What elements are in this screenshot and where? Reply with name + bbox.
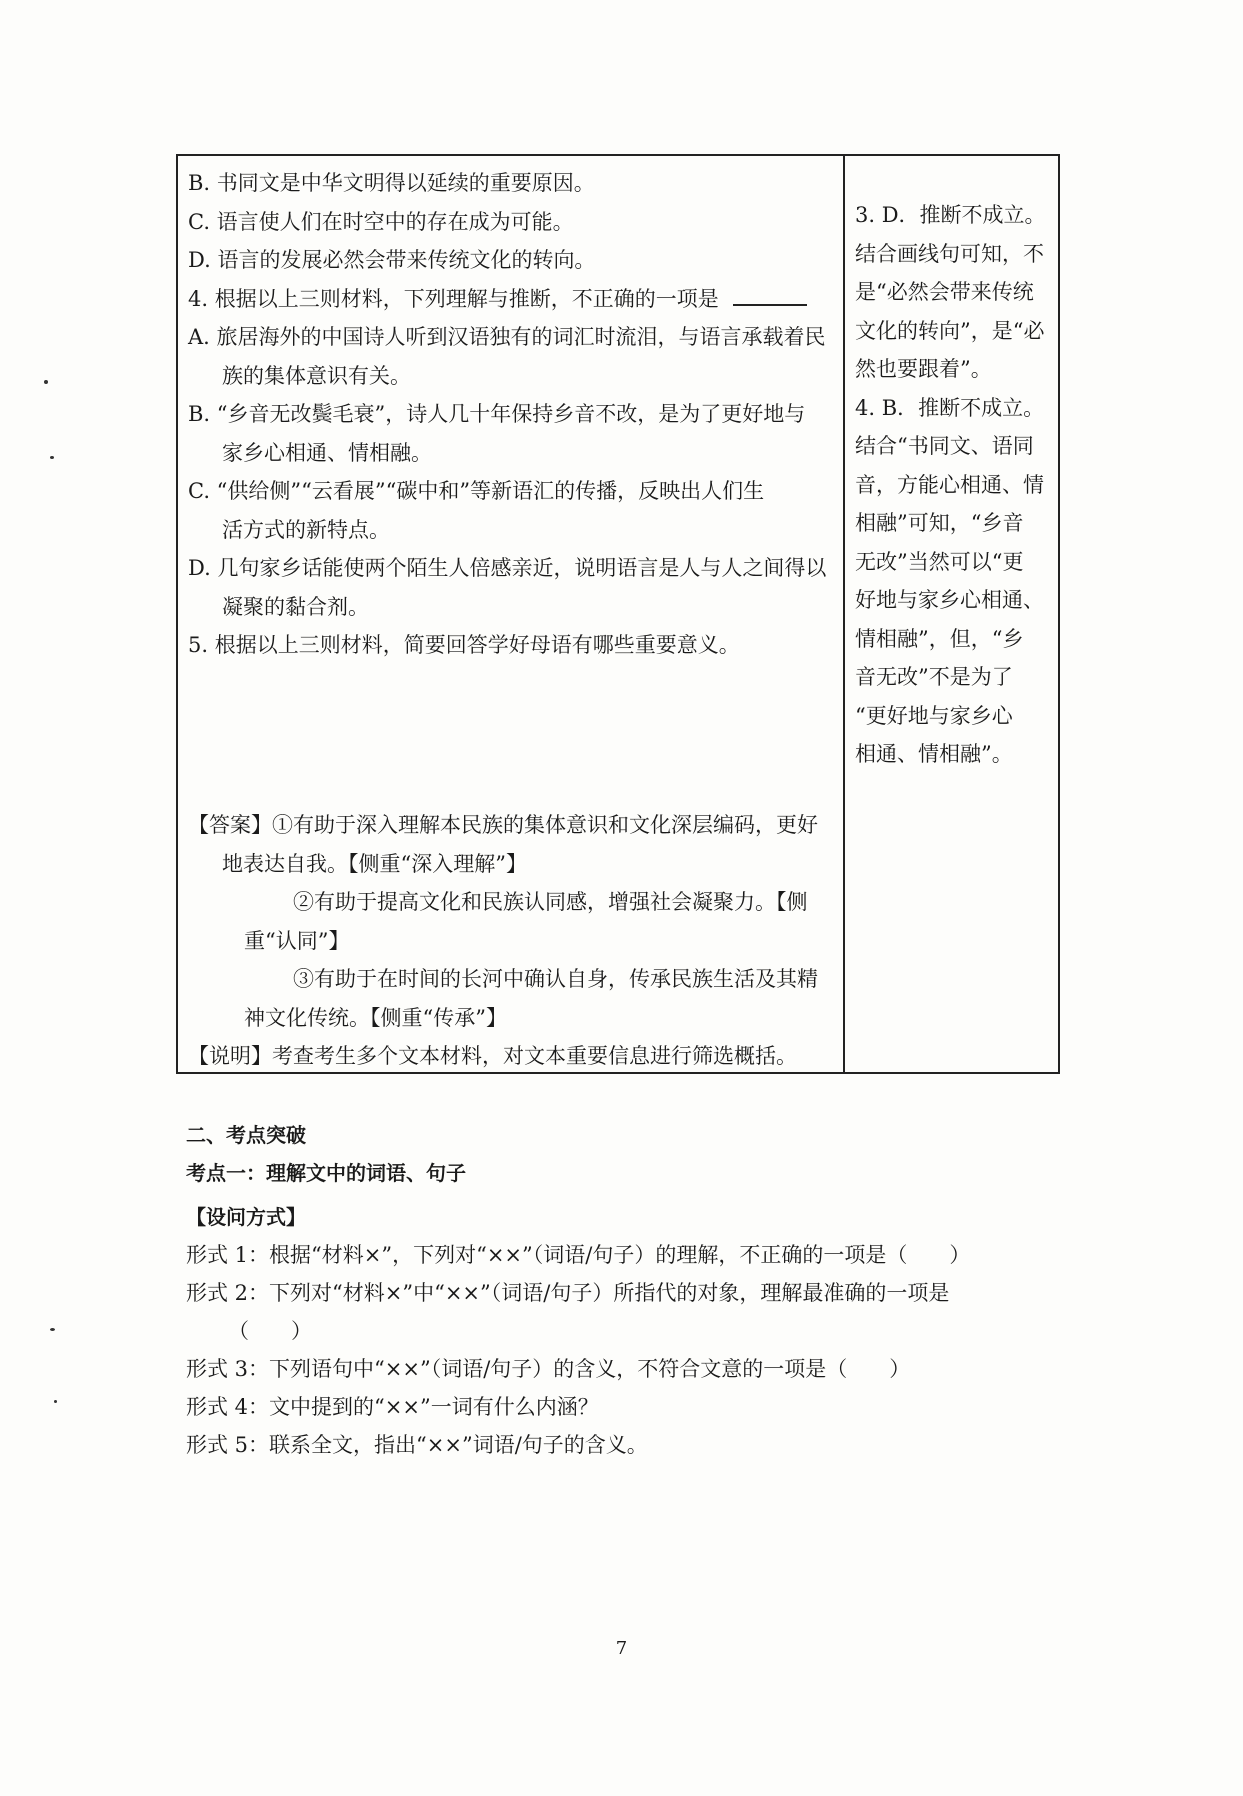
analysis-line: 相融”可知，“乡音 (855, 511, 1024, 535)
question-4-text: 4. 根据以上三则材料，下列理解与推断，不正确的一项是 (188, 286, 719, 311)
question-table (176, 154, 1060, 1074)
answer-block (188, 806, 833, 1076)
section-subheading: 考点一：理解文中的词语、句子 (186, 1161, 466, 1185)
analysis-line: 相通、情相融”。 (855, 742, 1013, 766)
option-line: C. “供给侧”“云看展”“碳中和”等新语汇的传播，反映出人们生 (188, 479, 765, 503)
section-heading: 二、考点突破 (186, 1123, 306, 1147)
question-4 (188, 280, 833, 319)
option-line: 凝聚的黏合剂。 (222, 594, 369, 619)
method-heading: 【设问方式】 (186, 1205, 306, 1229)
analysis-line: 4. B．推断不成立。 (855, 395, 1045, 420)
option-line: D. 几句家乡话能使两个陌生人倍感亲近，说明语言是人与人之间得以 (188, 556, 827, 580)
option-line: C. 语言使人们在时空中的存在成为可能。 (188, 209, 574, 234)
analysis-block (855, 196, 1052, 774)
analysis-line: 结合“书同文、语同 (855, 434, 1034, 458)
answer-line: 地表达自我。【侧重“深入理解”】 (222, 851, 527, 876)
option-line: B. “乡音无改鬓毛衰”，诗人几十年保持乡音不改，是为了更好地与 (188, 402, 806, 426)
answer-line: 神文化传统。【侧重“传承”】 (244, 1005, 507, 1030)
option-line: 家乡心相通、情相融。 (222, 440, 432, 465)
question-column (178, 156, 845, 1072)
option-line: B. 书同文是中华文明得以延续的重要原因。 (188, 171, 595, 195)
form-line: （ ） (228, 1319, 312, 1343)
option-line: 活方式的新特点。 (222, 517, 390, 542)
option-line: D. 语言的发展必然会带来传统文化的转向。 (188, 248, 596, 272)
option-line: A. 旅居海外的中国诗人听到汉语独有的词汇时流泪，与语言承载着民 (188, 325, 826, 349)
explanation-line: 【说明】考查考生多个文本材料，对文本重要信息进行筛选概括。 (188, 1044, 797, 1068)
form-line: 形式 1：根据“材料×”，下列对“××”（词语/句子）的理解，不正确的一项是（ ） (186, 1243, 971, 1267)
answer-line: 重“认同”】 (244, 928, 350, 953)
analysis-line: 然也要跟着”。 (855, 357, 992, 381)
analysis-column (845, 156, 1058, 1072)
form-line: 形式 2：下列对“材料×”中“××”（词语/句子）所指代的对象，理解最准确的一项是 (186, 1281, 950, 1305)
form-line: 形式 5：联系全文，指出“××”词语/句子的含义。 (186, 1433, 648, 1457)
analysis-line: 无改”当然可以“更 (855, 549, 1024, 574)
form-line: 形式 3：下列语句中“××”（词语/句子）的含义，不符合文意的一项是（ ） (186, 1357, 911, 1381)
analysis-line: 音无改”不是为了 (855, 665, 1013, 689)
analysis-line: 音，方能心相通、情 (855, 472, 1044, 497)
analysis-line: 结合画线句可知，不 (855, 241, 1044, 266)
option-line: 族的集体意识有关。 (222, 363, 411, 388)
analysis-line: 情相融”，但，“乡 (855, 626, 1024, 651)
page-number: 7 (615, 1638, 628, 1659)
analysis-line: 好地与家乡心相通、 (855, 588, 1044, 612)
answer-blank (733, 284, 807, 306)
question-5: 5. 根据以上三则材料，简要回答学好母语有哪些重要意义。 (188, 633, 740, 657)
analysis-line: 文化的转向”，是“必 (855, 318, 1045, 343)
analysis-line: 3. D．推断不成立。 (855, 203, 1046, 227)
answer-line: 【答案】①有助于深入理解本民族的集体意识和文化深层编码，更好 (188, 813, 818, 837)
answer-line: ③有助于在时间的长河中确认自身，传承民族生活及其精 (293, 967, 818, 991)
analysis-line: 是“必然会带来传统 (855, 280, 1034, 304)
section-kaodian (186, 1116, 1066, 1464)
form-line: 形式 4：文中提到的“××”一词有什么内涵？ (186, 1395, 599, 1419)
answer-line: ②有助于提高文化和民族认同感，增强社会凝聚力。【侧 (293, 890, 808, 914)
analysis-line: “更好地与家乡心 (855, 703, 1013, 728)
